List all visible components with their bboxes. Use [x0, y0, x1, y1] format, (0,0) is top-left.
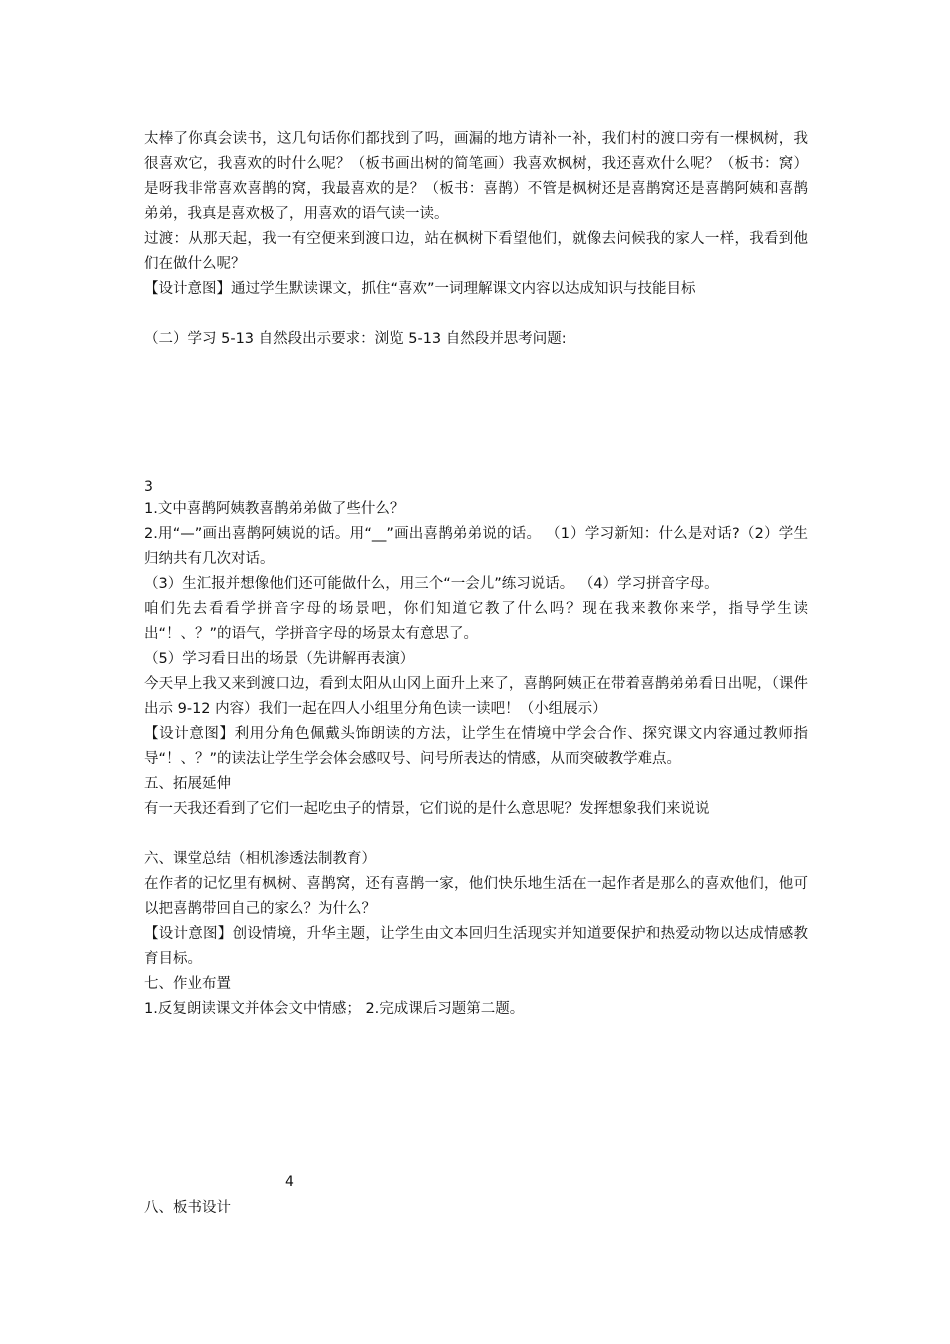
paragraph-sunrise-scene: 今天早上我又来到渡口边，看到太阳从山冈上面升上来了，喜鹊阿姨正在带着喜鹊弟弟看日出呢，（课件出示 9-12 内容）我们一起在四人小组里分角色读一读吧！（小组展示） [144, 676, 808, 717]
question-1: 1.文中喜鹊阿姨教喜鹊弟弟做了些什么？ [144, 501, 405, 517]
paragraph-teacher-praise: 太棒了你真会读书，这几句话你们都找到了吗，画漏的地方请补一补，我们村的渡口旁有一棵枫树，我很喜欢它，我喜欢的时什么呢？（板书画出树的简笔画）我喜欢枫树，我还喜欢什么呢？（板书：窝）是呀我非常喜欢喜鹊的窝，我最喜欢的是？（板书：喜鹊）不管是枫树还是喜鹊窝还是喜鹊阿姨和喜鹊弟弟，我真是喜欢极了，用喜欢的语气读一读。 [144, 131, 808, 222]
heading-summary: 六、课堂总结（相机渗透法制教育） [144, 851, 376, 867]
step-5: （5）学习看日出的场景（先讲解再表演） [144, 651, 415, 667]
section-reading-text [144, 127, 808, 352]
paragraph-design-intent-2: 【设计意图】利用分角色佩戴头饰朗读的方法，让学生在情境中学会合作、探究课文内容通过教师指导“！、？”的读法让学生学会体会感叹号、问号所表达的情感，从而突破教学难点。 [144, 726, 808, 767]
page-number: 4 [285, 1174, 294, 1190]
heading-homework: 七、作业布置 [144, 976, 231, 992]
paragraph-summary: 在作者的记忆里有枫树、喜鹊窝，还有喜鹊一家，他们快乐地生活在一起作者是那么的喜欢他们，他可以把喜鹊带回自己的家么？为什么？ [144, 876, 808, 917]
paragraph-design-intent-1: 【设计意图】通过学生默读课文，抓住“喜欢”一词理解课文内容以达成知识与技能目标 [144, 281, 696, 297]
heading-board-design: 八、板书设计 [144, 1200, 231, 1216]
paragraph-design-intent-3: 【设计意图】创设情境，升华主题，让学生由文本回归生活现实并知道要保护和热爱动物以达成情感教育目标。 [144, 926, 808, 967]
blank-line [144, 822, 808, 847]
blank-line [144, 302, 808, 327]
step-3-4: （3）生汇报并想像他们还可能做什么，用三个“一会儿”练习说话。 （4）学习拼音字母。 [144, 576, 719, 592]
section-board-design [144, 1196, 808, 1221]
heading-extension: 五、拓展延伸 [144, 776, 231, 792]
page-number: 3 [144, 479, 153, 495]
question-2: 2.用“—”画出喜鹊阿姨说的话。用“__”画出喜鹊弟弟说的话。 （1）学习新知：什么是对话?（2）学生归纳共有几次对话。 [144, 526, 808, 567]
section-lesson-steps [144, 497, 808, 1022]
paragraph-transition: 过渡：从那天起，我一有空便来到渡口边，站在枫树下看望他们，就像去问候我的家人一样，我看到他们在做什么呢？ [144, 231, 808, 272]
paragraph-section-2-heading: （二）学习 5-13 自然段出示要求：浏览 5-13 自然段并思考问题: [144, 331, 567, 347]
paragraph-homework: 1.反复朗读课文并体会文中情感； 2.完成课后习题第二题。 [144, 1001, 525, 1017]
paragraph-pinyin-scene: 咱们先去看看学拼音字母的场景吧，你们知道它教了什么吗？现在我来教你来学，指导学生读出“！、？”的语气，学拼音字母的场景太有意思了。 [144, 601, 808, 642]
paragraph-extension: 有一天我还看到了它们一起吃虫子的情景，它们说的是什么意思呢？发挥想象我们来说说 [144, 801, 710, 817]
